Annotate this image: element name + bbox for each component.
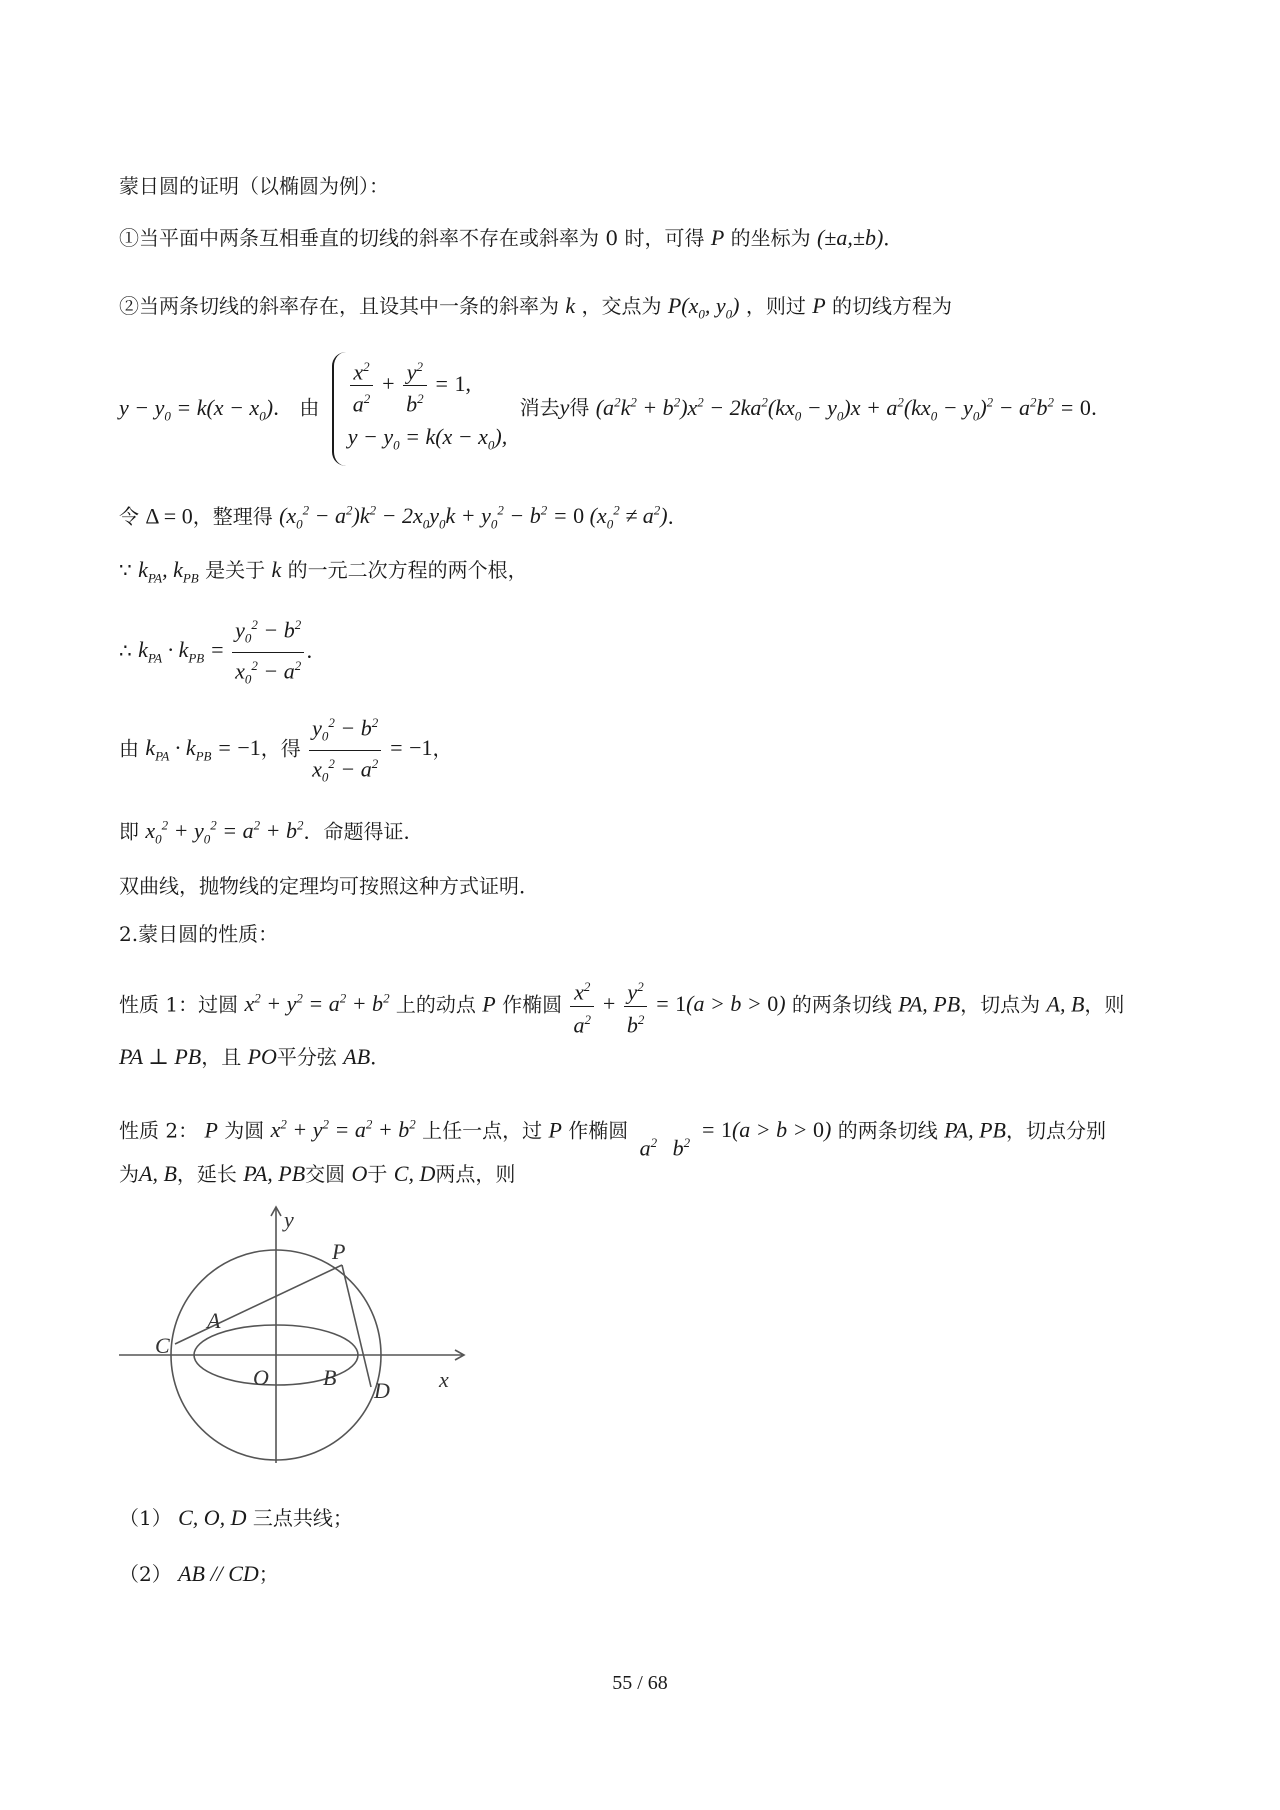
quadratic-equation: $(a^2k^2 + b^2)x^2 - 2ka^2(kx_0 - y_0)x + a^2(kx_0 - y_0)^2 - a^2b^2 = 0$ xyxy=(595,394,1091,423)
case2-text4: 的切线方程为 xyxy=(832,294,952,318)
label-A: A xyxy=(207,1308,221,1333)
because-text2: 的一元二次方程的两个根， xyxy=(287,558,528,582)
item1-line xyxy=(119,1504,353,1532)
math-point-P: $P(x_0$, $y_0$) xyxy=(667,293,740,322)
case2-text2: ，交点为 xyxy=(581,294,662,318)
property1-text6: ，则 xyxy=(1084,992,1125,1017)
label-C: C xyxy=(155,1333,170,1358)
system-line: $y - y_0 = k(x - x_0)$． 由 $\frac{x^2}{a^2}$ + $\frac{y^2}{b^2}$ = 1, $y - y_0 = k(x - x_0)$, 消去y得 $(a^2k^2 + b^2)x^2 - 2ka^2(kx_0 - y_0)x + a^2(kx_0 - y_0)^2 - a^2b^2 = 0$． xyxy=(119,352,1111,466)
tangent-PB xyxy=(342,1265,371,1387)
ellipse-eq2: $a^2$ $b^2$ = 1(a > b > 0) xyxy=(639,1117,832,1160)
organize-text: ，整理得 xyxy=(192,504,273,529)
hyperbola-text: 双曲线，抛物线的定理均可按照这种方式证明． xyxy=(119,874,539,898)
ellipse-eq: $\frac{x^2}{a^2}$ + $\frac{y^2}{b^2}$ = 1(a > b > 0) xyxy=(568,991,785,1016)
property1-line2: PA ⊥ PB，且 PO平分弦 AB． xyxy=(119,1044,391,1069)
label-x: x xyxy=(439,1367,449,1392)
label-P: P xyxy=(332,1239,346,1264)
slope-product: $k_{PA} \cdot k_{PB}$ = $\frac{y_0^2 - b^2}{x_0^2 - a^2}$ xyxy=(138,637,306,662)
therefore-line: ∴ $k_{PA} \cdot k_{PB}$ = $\frac{y_0^2 - b^2}{x_0^2 - a^2}$ ． xyxy=(119,612,326,694)
property1-text5: ，切点为 xyxy=(960,992,1041,1017)
get-word: 得 xyxy=(569,395,590,420)
proved-text: ．命题得证． xyxy=(303,819,424,844)
equation-system xyxy=(332,352,508,466)
case1-text2: 的坐标为 xyxy=(730,226,811,250)
math-P: P xyxy=(710,225,725,250)
math-P2: P xyxy=(812,293,826,318)
figure-svg xyxy=(119,1205,479,1475)
slopes-kpa-kpb: $k_{PA}$, $k_{PB}$ xyxy=(138,557,199,586)
property1-text2: 上的动点 xyxy=(395,992,476,1017)
case1-line: ①当平面中两条互相垂直的切线的斜率不存在或斜率为 0 时，可得 P 的坐标为 (±a,±b)． xyxy=(119,225,904,250)
property2-text10: 于 xyxy=(367,1162,388,1186)
by-text: 由 xyxy=(119,736,139,761)
page-number: 55 / 68 xyxy=(612,1672,668,1694)
property1-label: 性质 1：过圆 xyxy=(119,992,239,1017)
k-quadratic: $(x_0^2 - a^2)k^2 - 2x_0y_0k + y_0^2 - b^2 = 0$ $(x_0^2 \ne a^2)$ xyxy=(279,503,668,532)
item2-math: AB // CD xyxy=(178,1561,259,1586)
circle-eq2: $x^2 + y^2 = a^2 + b^2$ xyxy=(270,1117,416,1143)
because-text: 是关于 xyxy=(205,558,266,582)
label-B: B xyxy=(323,1365,337,1390)
property2-label: 性质 2： xyxy=(119,1118,199,1143)
case1-coord: (±a,±b) xyxy=(816,225,884,250)
product-minus-one: $k_{PA} \cdot k_{PB} = -1$ xyxy=(145,735,261,764)
property2-text7: 为 xyxy=(119,1162,139,1186)
property1-text3: 作椭圆 xyxy=(502,992,563,1017)
label-D: D xyxy=(374,1378,390,1403)
case1-text: ①当平面中两条互相垂直的切线的斜率不存在或斜率为 0 时，可得 xyxy=(119,226,705,250)
monge-circle-eq: $x_0^2 + y_0^2 = a^2 + b^2$ xyxy=(145,818,304,847)
math-k2: k xyxy=(271,557,282,582)
circle-eq: $x^2 + y^2 = a^2 + b^2$ xyxy=(244,991,390,1017)
property2-text4: 作椭圆 xyxy=(568,1118,629,1143)
system-eq1: $\frac{x^2}{a^2}$ + $\frac{y^2}{b^2}$ = 1, xyxy=(348,354,508,418)
tangent-equation: $y - y_0 = k(x - x_0)$ xyxy=(119,394,274,423)
get-text2: ，得 xyxy=(260,736,301,761)
property1-line1: 性质 1：过圆 $x^2 + y^2 = a^2 + b^2$ 上的动点 P 作椭圆 $\frac{x^2}{a^2}$ + $\frac{y^2}{b^2}$ = 1(a > b > 0) 的两条切线 PA, PB，切点为 A, B，则 xyxy=(119,964,1124,1039)
monge-circle-figure xyxy=(119,1205,479,1479)
discriminant-line: 令 Δ = 0，整理得 $(x_0^2 - a^2)k^2 - 2x_0y_0k + y_0^2 - b^2 = 0$ $(x_0^2 \ne a^2)$． xyxy=(119,503,688,532)
property2-text9: 交圆 xyxy=(305,1162,346,1186)
item2-text: ； xyxy=(258,1562,279,1586)
item1-text: 三点共线； xyxy=(252,1506,353,1530)
property2-text5: 的两条切线 xyxy=(837,1118,938,1143)
item1-prefix: （1） xyxy=(119,1506,172,1530)
system-eq2: $y - y_0 = k(x - x_0)$, xyxy=(347,423,508,453)
perpendicular-line: 由 $k_{PA} \cdot k_{PB} = -1$，得 $\frac{y_0^2 - b^2}{x_0^2 - a^2}$ = −1， xyxy=(119,710,453,792)
proof-title xyxy=(119,172,389,200)
math-k: k xyxy=(565,293,576,318)
property1-text8: 平分弦 xyxy=(276,1045,337,1069)
eliminate-word: 消去 xyxy=(519,395,560,420)
by-word: 由 xyxy=(299,395,320,420)
item2-line xyxy=(119,1560,279,1588)
section-title-text: 2.蒙日圆的性质： xyxy=(119,922,279,946)
because-line: ∵ $k_{PA}$, $k_{PB}$ 是关于 k 的一元二次方程的两个根， xyxy=(119,557,528,586)
case2-text3: ，则过 xyxy=(745,294,806,318)
case2-text: ②当两条切线的斜率存在，且设其中一条的斜率为 xyxy=(119,294,559,318)
conclusion-line xyxy=(119,812,423,854)
property1-text7: ，且 xyxy=(201,1045,242,1069)
property2-text8: ，延长 xyxy=(176,1162,237,1186)
label-y: y xyxy=(284,1207,294,1232)
property1-text4: 的两条切线 xyxy=(791,992,892,1017)
pa-perp-pb: PA ⊥ PB xyxy=(119,1044,202,1069)
label-O: O xyxy=(253,1365,269,1390)
delta-zero: Δ = 0 xyxy=(145,503,193,529)
property2-text11: 两点，则 xyxy=(435,1162,516,1186)
hyperbola-line xyxy=(119,872,539,900)
property2-line1: 性质 2： P 为圆 $x^2 + y^2 = a^2 + b^2$ 上任一点，过 P 作椭圆 $a^2$ $b^2$ = 1(a > b > 0) 的两条切线 PA, PB，切点分别 xyxy=(119,1117,1106,1160)
case2-line xyxy=(119,292,952,328)
tangent-PA xyxy=(175,1265,342,1344)
ratio-minus-one: $\frac{y_0^2 - b^2}{x_0^2 - a^2}$ = −1 xyxy=(307,735,432,760)
let-text: 令 xyxy=(119,504,139,529)
section-title xyxy=(119,920,278,948)
property2-line2: 为A, B，延长 PA, PB交圆 O于 C, D两点，则 xyxy=(119,1161,516,1186)
proof-title-text: 蒙日圆的证明（以椭圆为例）： xyxy=(119,174,389,198)
property2-text6: ，切点分别 xyxy=(1005,1118,1106,1143)
item1-math: C, O, D xyxy=(178,1505,247,1530)
property2-text3: 上任一点，过 xyxy=(422,1118,543,1143)
property2-text2: 为圆 xyxy=(224,1118,265,1143)
that-is-text: 即 xyxy=(119,819,139,844)
item2-prefix: （2） xyxy=(119,1562,172,1586)
